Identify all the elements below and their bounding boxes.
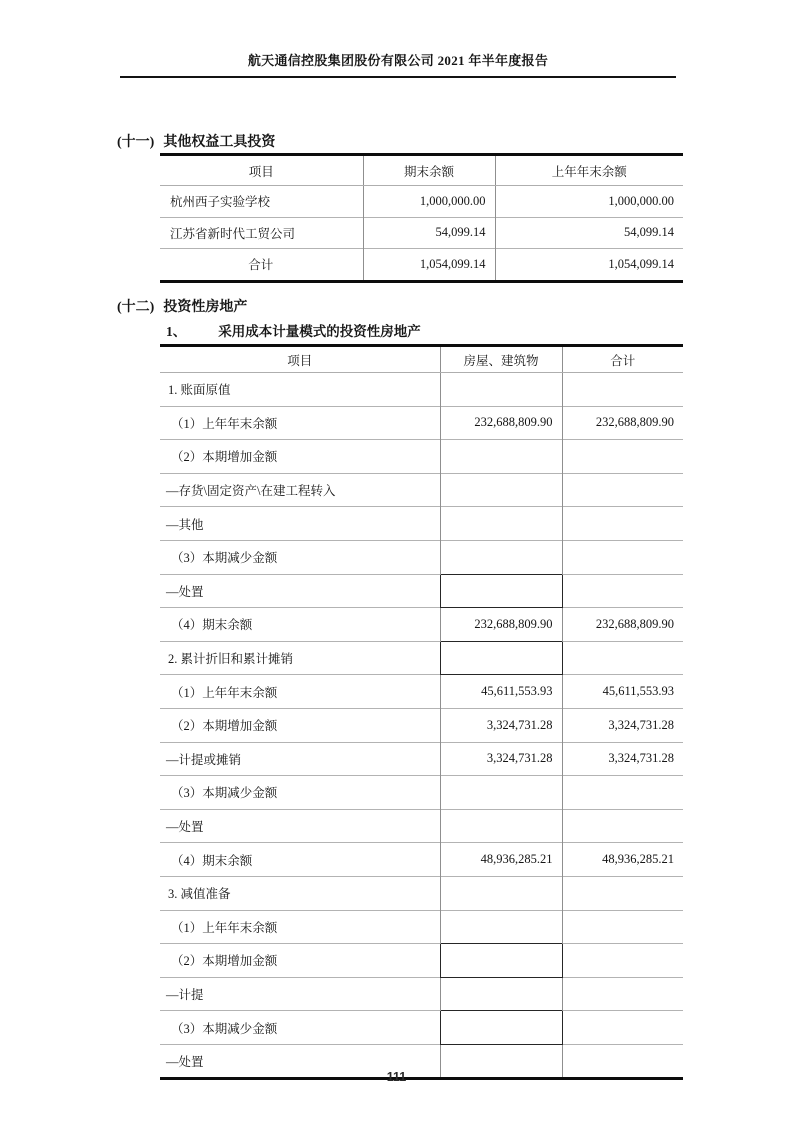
table-row [160, 608, 683, 642]
buildings-value-cell [440, 776, 562, 810]
section-11-label: (十一) [117, 135, 155, 150]
buildings-value-cell [440, 507, 562, 541]
total-value-cell [562, 776, 683, 810]
page-header-title: 航天通信控股集团股份有限公司 2021 年半年度报告 [120, 50, 676, 78]
buildings-value-cell [440, 944, 562, 978]
total-value-cell [562, 876, 683, 910]
row-label-cell: —处置 [160, 574, 440, 608]
total-value-cell [562, 507, 683, 541]
total-value-cell: 232,688,809.90 [562, 608, 683, 642]
table-row [160, 708, 683, 742]
row-label-cell: （2）本期增加金额 [160, 708, 440, 742]
table-row [160, 977, 683, 1011]
section-12-label: (十二) [117, 300, 155, 315]
column-header-prior-year-balance: 上年年末余额 [495, 155, 683, 186]
table-row [160, 776, 683, 810]
total-value-cell [562, 809, 683, 843]
column-header-ending-balance: 期末余额 [363, 155, 495, 186]
table-row [160, 1011, 683, 1045]
page-number: 111 [386, 1070, 407, 1084]
total-value-cell [562, 910, 683, 944]
buildings-value-cell [440, 809, 562, 843]
row-label-cell: —计提或摊销 [160, 742, 440, 776]
row-label-cell: 1. 账面原值 [168, 383, 231, 398]
column-header-total: 合计 [562, 346, 683, 373]
buildings-value-cell [440, 440, 562, 474]
table-row [160, 574, 683, 608]
buildings-value-cell: 3,324,731.28 [440, 742, 562, 776]
buildings-value-cell: 232,688,809.90 [440, 406, 562, 440]
subsection-1-heading [166, 320, 421, 340]
section-11-title: 其他权益工具投资 [163, 135, 276, 150]
row-label-cell: （3）本期减少金额 [160, 540, 440, 574]
item-name-cell: 杭州西子实验学校 [170, 195, 271, 210]
buildings-value-cell [440, 373, 562, 407]
subsection-1-number: 1、 [166, 324, 187, 339]
total-value-cell [562, 473, 683, 507]
total-value-cell [562, 373, 683, 407]
row-label-cell: （1）上年年末余额 [160, 675, 440, 709]
total-value-cell [562, 977, 683, 1011]
row-label-cell: —存货\固定资产\在建工程转入 [160, 473, 440, 507]
ending-balance-cell: 1,000,000.00 [363, 186, 495, 218]
table-row [160, 944, 683, 978]
row-label-cell: （3）本期减少金额 [160, 1011, 440, 1045]
row-label-cell: （2）本期增加金额 [160, 440, 440, 474]
total-label-cell: 合计 [160, 249, 363, 282]
table-row [160, 507, 683, 541]
table-row [160, 742, 683, 776]
item-name-cell: 江苏省新时代工贸公司 [160, 217, 363, 249]
buildings-value-cell [440, 540, 562, 574]
table-row [160, 809, 683, 843]
prior-year-balance-cell: 1,000,000.00 [495, 186, 683, 218]
table-row [160, 540, 683, 574]
buildings-value-cell [440, 641, 562, 675]
table-row [160, 186, 683, 218]
table-row [160, 876, 683, 910]
total-value-cell [562, 1011, 683, 1045]
total-value-cell: 3,324,731.28 [562, 708, 683, 742]
table-row [160, 843, 683, 877]
total-value-cell: 45,611,553.93 [562, 675, 683, 709]
total-value-cell [562, 944, 683, 978]
buildings-value-cell: 45,611,553.93 [440, 675, 562, 709]
total-value-cell [562, 641, 683, 675]
column-header-buildings: 房屋、建筑物 [440, 346, 562, 373]
row-label-cell: （4）期末余额 [160, 843, 440, 877]
table-row [160, 373, 683, 407]
table-header-row [160, 155, 683, 186]
buildings-value-cell: 3,324,731.28 [440, 708, 562, 742]
buildings-value-cell: 48,936,285.21 [440, 843, 562, 877]
table-row [160, 217, 683, 249]
column-header-item: 项目 [160, 155, 363, 186]
ending-balance-cell: 1,054,099.14 [363, 249, 495, 282]
row-label-cell: 3. 减值准备 [160, 876, 440, 910]
section-12-heading [117, 296, 247, 316]
buildings-value-cell [440, 574, 562, 608]
table-header-row [160, 346, 683, 373]
row-label-cell: —处置 [160, 809, 440, 843]
section-12-title: 投资性房地产 [163, 300, 248, 315]
total-value-cell [562, 540, 683, 574]
total-value-cell [562, 440, 683, 474]
row-label-cell: （4）期末余额 [160, 608, 440, 642]
total-value-cell: 48,936,285.21 [562, 843, 683, 877]
ending-balance-cell: 54,099.14 [363, 217, 495, 249]
row-label-cell: —处置 [160, 1044, 440, 1079]
buildings-value-cell [440, 910, 562, 944]
prior-year-balance-cell: 54,099.14 [495, 217, 683, 249]
table-row [160, 406, 683, 440]
table-row [160, 440, 683, 474]
row-label-cell: —计提 [160, 977, 440, 1011]
buildings-value-cell [440, 977, 562, 1011]
total-value-cell [562, 574, 683, 608]
total-value-cell: 232,688,809.90 [562, 406, 683, 440]
row-label-cell: （3）本期减少金额 [160, 776, 440, 810]
total-value-cell: 3,324,731.28 [562, 742, 683, 776]
other-equity-investments-table [160, 153, 683, 283]
section-11-heading [117, 131, 275, 151]
row-label-cell: （1）上年年末余额 [160, 406, 440, 440]
prior-year-balance-cell: 1,054,099.14 [495, 249, 683, 282]
buildings-value-cell: 232,688,809.90 [440, 608, 562, 642]
investment-property-cost-model-table [160, 344, 683, 1080]
row-label-cell: （2）本期增加金额 [160, 944, 440, 978]
row-label-cell: （1）上年年末余额 [160, 910, 440, 944]
table-total-row [160, 249, 683, 282]
table-row [160, 910, 683, 944]
column-header-item: 项目 [160, 346, 440, 373]
table-row [160, 675, 683, 709]
table-row [160, 473, 683, 507]
buildings-value-cell [440, 876, 562, 910]
row-label-cell: 2. 累计折旧和累计摊销 [160, 641, 440, 675]
buildings-value-cell [440, 1011, 562, 1045]
buildings-value-cell [440, 473, 562, 507]
table-row [160, 641, 683, 675]
row-label-cell: —其他 [160, 507, 440, 541]
subsection-1-title: 采用成本计量模式的投资性房地产 [218, 324, 421, 339]
